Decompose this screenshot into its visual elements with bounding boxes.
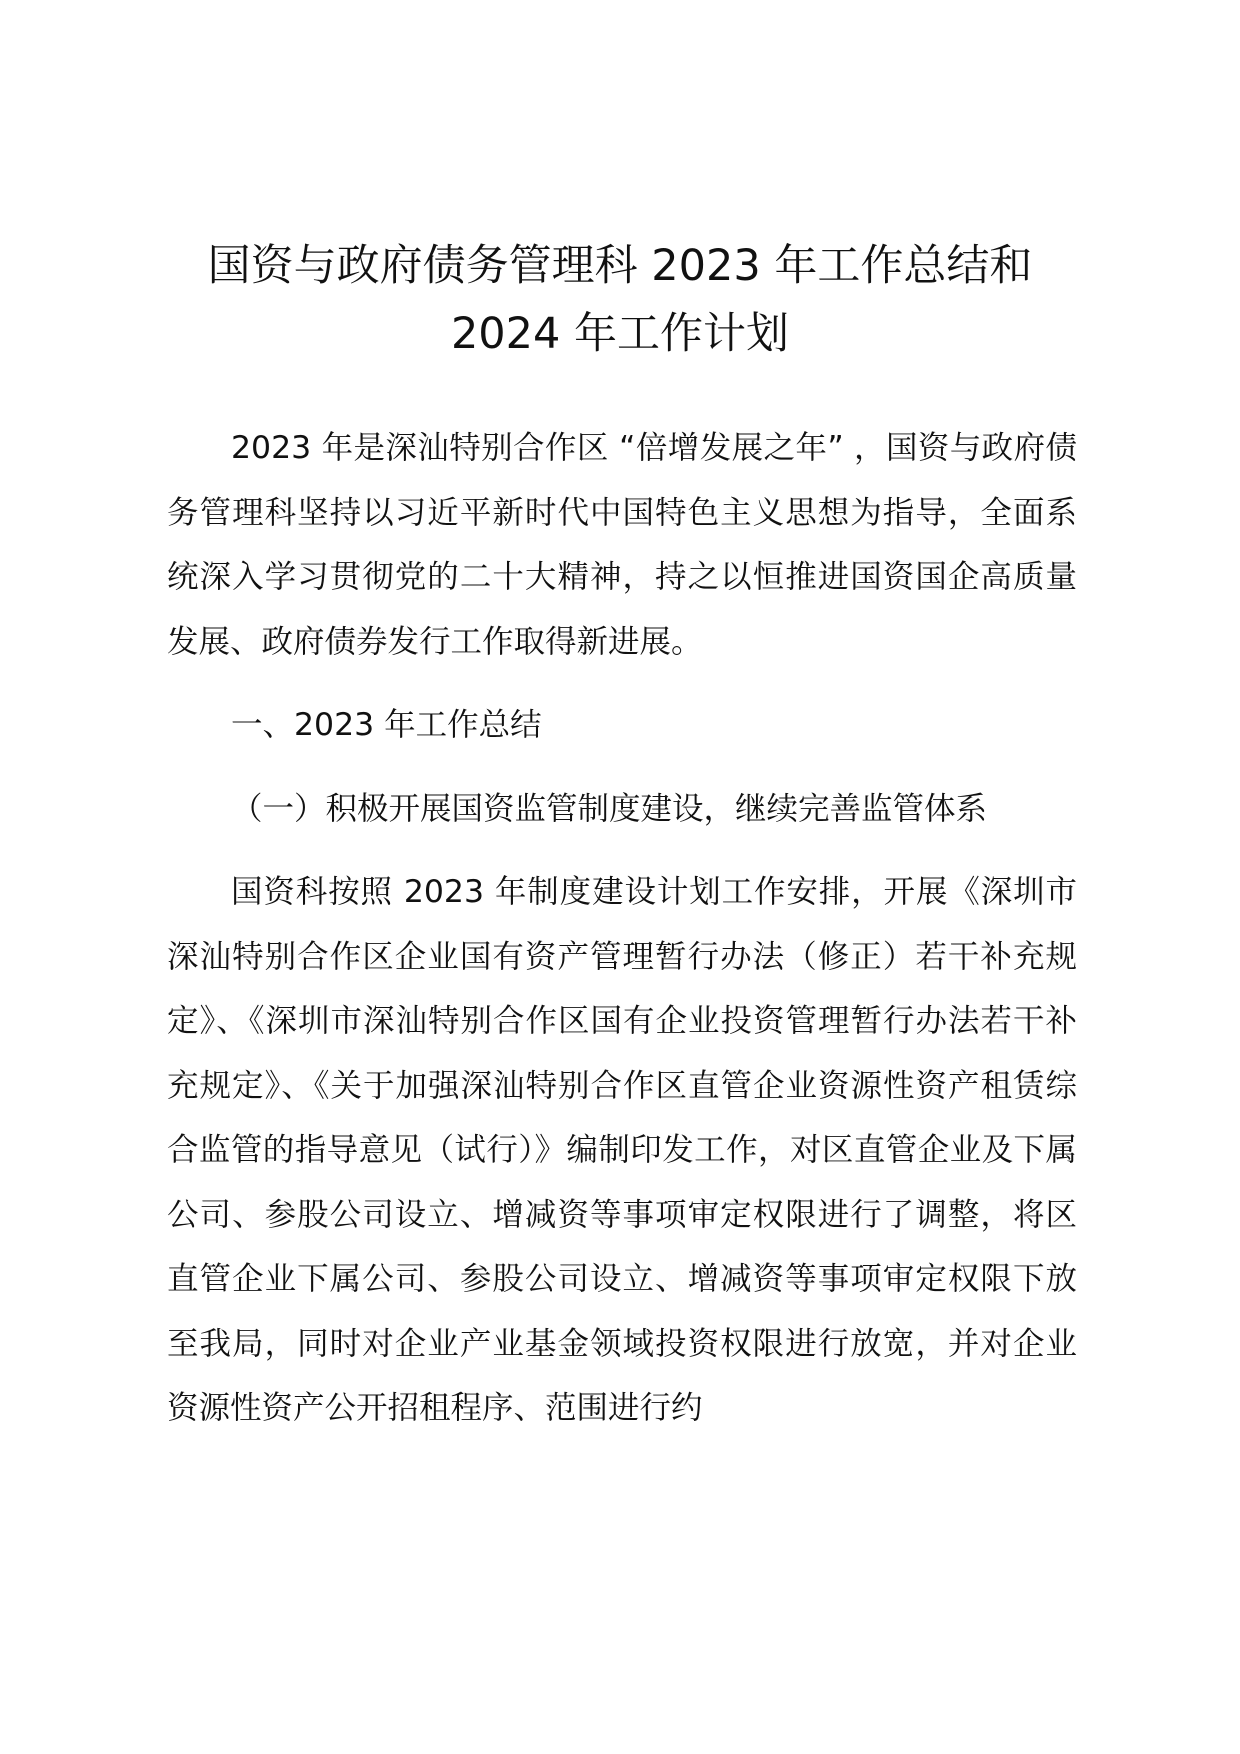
document-body [167, 416, 1077, 1441]
subsection-heading: （一）积极开展国资监管制度建设，继续完善监管体系 [231, 790, 988, 827]
intro-paragraph: 2023 年是深汕特别合作区 “倍增发展之年” ，国资与政府债务管理科坚持以习近平新时代中国特色主义思想为指导，全面系统深入学习贯彻党的二十大精神，持之以恒推进国资国企高质量发展、政府债券发行工作取得新进展。 [167, 430, 1077, 660]
document-title [165, 232, 1075, 368]
body-paragraph: 国资科按照 2023 年制度建设计划工作安排，开展《深圳市深汕特别合作区企业国有资产管理暂行办法（修正）若干补充规定》、《深圳市深汕特别合作区国有企业投资管理暂行办法若干补充规定》、《关于加强深汕特别合作区直管企业资源性资产租赁综合监管的指导意见（试行）》编制印发工作，对区直管企业及下属公司、参股公司设立、增减资等事项审定权限进行了调整，将区直管企业下属公司、参股公司设立、增减资等事项审定权限下放至我局，同时对企业产业基金领域投资权限进行放宽，并对企业资源性资产公开招租程序、范围进行约 [167, 874, 1077, 1426]
section-heading: 一、2023 年工作总结 [231, 707, 542, 743]
title-line-1: 国资与政府债务管理科 2023 年工作总结和 [207, 241, 1033, 291]
title-line-2: 2024 年工作计划 [450, 309, 790, 359]
